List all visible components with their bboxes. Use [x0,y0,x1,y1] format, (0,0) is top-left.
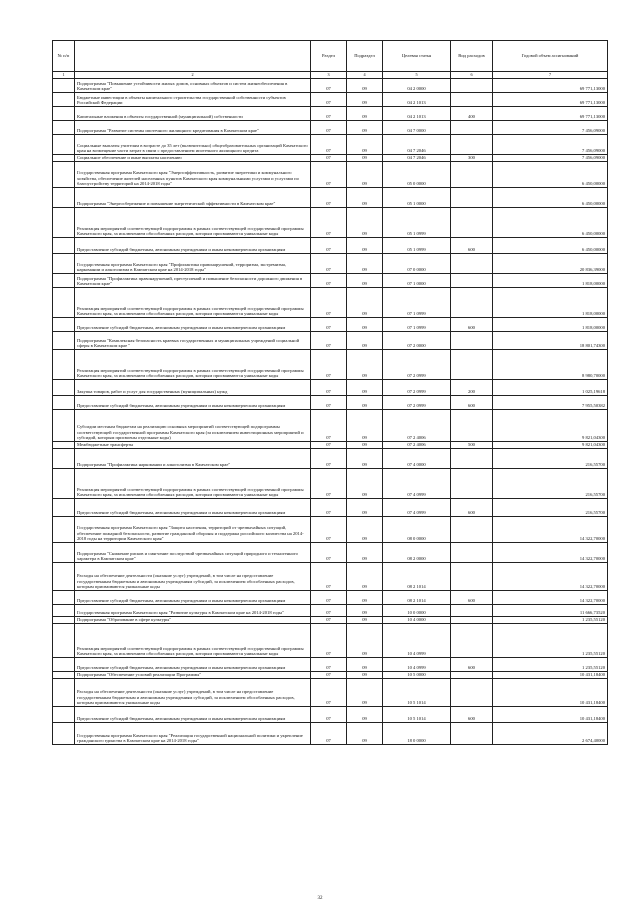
row-section: 07 [311,332,347,350]
row-amount: 69 771,13000 [493,79,608,93]
row-name: Подпрограмма "Образование в сфере культуры" [75,617,311,624]
row-name: Закупка товаров, работ и услуг для государственных (муниципальных) нужд [75,380,311,396]
row-number [53,679,75,707]
row-section: 07 [311,188,347,208]
row-expense-type: 600 [451,499,493,517]
table-row [53,274,608,288]
column-index: 6 [451,72,493,79]
header-target-article: Целевая статья [383,41,451,72]
row-name: Межбюджетные трансферты [75,442,311,449]
row-expense-type [451,624,493,658]
row-name: Предоставление субсидий бюджетным, автономным учреждениям и иным некоммерческим организациям [75,707,311,723]
table-row [53,617,608,624]
row-name: Социальное обеспечение и иные выплаты населению [75,155,311,162]
row-target-article: 07 0 0000 [383,254,451,274]
row-number [53,380,75,396]
row-amount: 8 980,70000 [493,350,608,380]
table-row [53,162,608,188]
table-row [53,591,608,605]
row-amount: 1 818,00000 [493,318,608,332]
row-subsection: 09 [347,591,383,605]
row-section: 07 [311,79,347,93]
row-amount: 9 821,04300 [493,442,608,449]
table-row [53,380,608,396]
row-amount: 1 025,19618 [493,380,608,396]
row-subsection: 09 [347,188,383,208]
row-subsection: 09 [347,254,383,274]
row-amount: 10 431,18400 [493,707,608,723]
row-subsection: 09 [347,624,383,658]
row-section: 07 [311,396,347,410]
row-subsection: 09 [347,679,383,707]
table-row [53,254,608,274]
row-subsection: 09 [347,79,383,93]
row-number [53,318,75,332]
row-amount: 10 431,18400 [493,672,608,679]
row-subsection: 09 [347,617,383,624]
row-number [53,723,75,745]
row-target-article: 04 2 1013 [383,107,451,121]
row-expense-type [451,679,493,707]
row-number [53,121,75,135]
row-number [53,135,75,155]
row-subsection: 09 [347,107,383,121]
table-row [53,543,608,563]
column-index: 1 [53,72,75,79]
row-expense-type [451,288,493,318]
header-name [75,41,311,72]
row-subsection: 09 [347,93,383,107]
table-body [53,79,608,745]
row-expense-type: 600 [451,318,493,332]
row-section: 07 [311,723,347,745]
row-amount: 7 955,50382 [493,396,608,410]
table-row [53,658,608,672]
row-subsection: 09 [347,723,383,745]
row-target-article: 07 1 0000 [383,274,451,288]
row-number [53,274,75,288]
row-amount: 69 771,13000 [493,107,608,121]
row-target-article: 07 4 0999 [383,499,451,517]
row-target-article: 05 1 0000 [383,188,451,208]
row-number [53,79,75,93]
row-name: Предоставление субсидий бюджетным, автономным учреждениям и иным некоммерческим организациям [75,591,311,605]
row-name: Капитальные вложения в объекты государственной (муниципальной) собственности [75,107,311,121]
header-annual-amount: Годовой объем ассигнований [493,41,608,72]
page-number: 32 [317,896,323,901]
row-section: 07 [311,107,347,121]
row-expense-type [451,79,493,93]
row-target-article: 10 4 0999 [383,658,451,672]
row-target-article: 07 2 4006 [383,410,451,442]
row-number [53,93,75,107]
table-row [53,672,608,679]
row-number [53,707,75,723]
row-subsection: 09 [347,380,383,396]
row-target-article: 07 1 0999 [383,288,451,318]
header-section: Раздел [311,41,347,72]
row-name: Реализация мероприятий соответствующей подпрограммы в рамках соответствующей государственной программы Камчатского края, за исключением обособленных расходов, которым присваиваются уникальные коды [75,288,311,318]
row-subsection: 09 [347,162,383,188]
row-name: Реализация мероприятий соответствующей подпрограммы в рамках соответствующей государственной программы Камчатского края, за исключением обособленных расходов, которым присваиваются уникальные коды [75,469,311,499]
row-amount: 6 450,00000 [493,208,608,238]
row-section: 07 [311,380,347,396]
row-name: Подпрограмма "Энергосбережение и повышение энергетической эффективности в Камчатском крае" [75,188,311,208]
row-target-article: 08 0 0000 [383,517,451,543]
row-name: Реализация мероприятий соответствующей подпрограммы в рамках соответствующей государственной программы Камчатского края, за исключением обособленных расходов, которым присваиваются уникальные коды [75,208,311,238]
row-expense-type [451,517,493,543]
row-expense-type [451,188,493,208]
row-expense-type [451,449,493,469]
column-index: 4 [347,72,383,79]
row-name: Подпрограмма "Снижение рисков и смягчение последствий чрезвычайных ситуаций природного и техногенного характера в Камчатском крае" [75,543,311,563]
table-row [53,238,608,254]
row-section: 07 [311,591,347,605]
row-expense-type [451,135,493,155]
table-row [53,121,608,135]
row-section: 07 [311,254,347,274]
row-expense-type: 600 [451,396,493,410]
row-number [53,617,75,624]
row-expense-type [451,605,493,617]
row-expense-type [451,350,493,380]
row-subsection: 09 [347,274,383,288]
row-number [53,238,75,254]
table-row [53,288,608,318]
row-subsection: 09 [347,449,383,469]
row-target-article: 07 1 0999 [383,318,451,332]
table-row [53,469,608,499]
row-expense-type [451,672,493,679]
row-name: Подпрограмма "Комплексная безопасность краевых государственных и муниципальных учреждений социальной сферы в Камчатском крае " [75,332,311,350]
row-amount: 7 456,09000 [493,155,608,162]
row-target-article: 10 4 0999 [383,624,451,658]
row-amount: 216,55700 [493,499,608,517]
row-name: Государственная программа Камчатского края "Защита населения, территорий от чрезвычайных ситуаций, обеспечение пожарной безопасности, развитие гражданской обороны и поддержка российского казачества на 2014-2018 годы на территории Камчатского края" [75,517,311,543]
column-index: 3 [311,72,347,79]
row-expense-type [451,723,493,745]
row-number [53,449,75,469]
row-expense-type: 600 [451,238,493,254]
table-row [53,410,608,442]
row-section: 07 [311,121,347,135]
row-section: 07 [311,288,347,318]
row-subsection: 09 [347,605,383,617]
row-number [53,208,75,238]
row-name: Подпрограмма "Развитие системы ипотечного жилищного кредитования в Камчатском крае" [75,121,311,135]
row-expense-type [451,121,493,135]
row-target-article: 04 7 0000 [383,121,451,135]
row-subsection: 09 [347,658,383,672]
row-target-article: 05 1 0999 [383,238,451,254]
row-section: 07 [311,605,347,617]
row-number [53,672,75,679]
row-amount: 20 836,39000 [493,254,608,274]
row-subsection: 09 [347,672,383,679]
row-number [53,499,75,517]
row-expense-type [451,543,493,563]
row-section: 07 [311,318,347,332]
row-name: Подпрограмма "Обеспечение условий реализации Программы" [75,672,311,679]
row-number [53,107,75,121]
row-amount: 18 801,74300 [493,332,608,350]
row-section: 07 [311,274,347,288]
row-amount: 69 771,13000 [493,93,608,107]
row-target-article: 05 1 0999 [383,208,451,238]
row-amount: 216,55700 [493,449,608,469]
row-section: 07 [311,208,347,238]
row-target-article: 10 4 0000 [383,617,451,624]
row-expense-type [451,93,493,107]
row-name: Предоставление субсидий бюджетным, автономным учреждениям и иным некоммерческим организациям [75,499,311,517]
row-target-article: 04 2 1013 [383,93,451,107]
header-subsection: Подраздел [347,41,383,72]
row-name: Бюджетные инвестиции в объекты капитального строительства государственной собственности субъектов Российской Федерации [75,93,311,107]
row-subsection: 09 [347,410,383,442]
row-subsection: 09 [347,135,383,155]
row-number [53,442,75,449]
row-amount: 6 450,00000 [493,188,608,208]
row-name: Реализация мероприятий соответствующей подпрограммы в рамках соответствующей государственной программы Камчатского края, за исключением обособленных расходов, которым присваиваются уникальные коды [75,624,311,658]
table-row [53,517,608,543]
row-subsection: 09 [347,396,383,410]
row-section: 07 [311,162,347,188]
row-number [53,658,75,672]
row-number [53,332,75,350]
table-row [53,350,608,380]
row-target-article: 18 0 0000 [383,723,451,745]
row-section: 07 [311,93,347,107]
row-subsection: 09 [347,208,383,238]
table-row [53,707,608,723]
row-subsection: 09 [347,155,383,162]
row-expense-type: 600 [451,707,493,723]
row-expense-type [451,254,493,274]
row-amount: 1 235,55120 [493,617,608,624]
row-target-article: 08 2 1014 [383,591,451,605]
row-target-article: 07 2 4006 [383,442,451,449]
row-expense-type [451,332,493,350]
row-amount: 2 674,40000 [493,723,608,745]
row-amount: 216,55700 [493,469,608,499]
row-expense-type [451,162,493,188]
budget-table [52,40,608,745]
row-amount: 6 450,00000 [493,162,608,188]
row-number [53,591,75,605]
row-name: Реализация мероприятий соответствующей подпрограммы в рамках соответствующей государственной программы Камчатского края, за исключением обособленных расходов, которым присваиваются уникальные коды [75,350,311,380]
row-subsection: 09 [347,442,383,449]
row-name: Подпрограмма "Профилактика правонарушений, преступлений и повышение безопасности дорожного движения в Камчатском крае" [75,274,311,288]
row-target-article: 07 4 0000 [383,449,451,469]
row-subsection: 09 [347,332,383,350]
row-section: 07 [311,624,347,658]
row-amount: 6 450,00000 [493,238,608,254]
row-target-article: 04 7 2046 [383,155,451,162]
table-row [53,93,608,107]
row-amount: 1 235,55120 [493,658,608,672]
table-row [53,624,608,658]
row-target-article: 10 5 1014 [383,707,451,723]
row-target-article: 10 0 0000 [383,605,451,617]
row-number [53,543,75,563]
row-name: Расходы на обеспечение деятельности (оказание услуг) учреждений, в том числе на предоставление государственным бюджетным и автономным учреждениям субсидий, за исключением обособленных расходов, которым присваиваются уникальные коды [75,679,311,707]
table-row [53,155,608,162]
row-amount: 1 818,00000 [493,274,608,288]
row-section: 07 [311,707,347,723]
row-amount: 9 821,04300 [493,410,608,442]
table-header-row [53,41,608,72]
row-section: 07 [311,617,347,624]
table-row [53,442,608,449]
row-target-article: 04 7 2046 [383,135,451,155]
row-amount: 1 818,00000 [493,288,608,318]
row-name: Предоставление субсидий бюджетным, автономным учреждениям и иным некоммерческим организациям [75,318,311,332]
row-amount: 1 235,55120 [493,624,608,658]
row-subsection: 09 [347,288,383,318]
table-row [53,107,608,121]
row-name: Предоставление субсидий бюджетным, автономным учреждениям и иным некоммерческим организациям [75,238,311,254]
row-target-article: 07 2 0999 [383,350,451,380]
header-number: № п/п [53,41,75,72]
row-subsection: 09 [347,238,383,254]
table-row [53,208,608,238]
row-section: 07 [311,238,347,254]
row-name: Государственная программа Камчатского края "Реализация государственной национальной политики и укрепление гражданского единства в Камчатском крае на 2014-2018 годы" [75,723,311,745]
row-expense-type [451,274,493,288]
row-subsection: 09 [347,121,383,135]
table-row [53,563,608,591]
row-target-article: 10 5 0000 [383,672,451,679]
row-name: Государственная программа Камчатского края "Профилактика правонарушений, терроризма, экстремизма, наркомании и алкоголизма в Камчатском крае на 2014-2018 годы" [75,254,311,274]
row-target-article: 07 2 0000 [383,332,451,350]
row-section: 07 [311,155,347,162]
row-expense-type: 300 [451,155,493,162]
row-target-article: 10 5 1014 [383,679,451,707]
row-amount: 14 322,70000 [493,563,608,591]
row-amount: 14 322,70000 [493,591,608,605]
table-row [53,188,608,208]
row-number [53,155,75,162]
row-target-article: 08 2 1014 [383,563,451,591]
row-number [53,605,75,617]
row-name: Предоставление субсидий бюджетным, автономным учреждениям и иным некоммерческим организациям [75,396,311,410]
table-row [53,499,608,517]
row-expense-type: 400 [451,107,493,121]
row-name: Предоставление субсидий бюджетным, автономным учреждениям и иным некоммерческим организациям [75,658,311,672]
row-expense-type: 200 [451,380,493,396]
row-target-article: 04 2 0000 [383,79,451,93]
row-subsection: 09 [347,707,383,723]
column-index-row [53,72,608,79]
table-row [53,135,608,155]
table-row [53,605,608,617]
row-number [53,288,75,318]
row-section: 07 [311,679,347,707]
row-name: Расходы на обеспечение деятельности (оказание услуг) учреждений, в том числе на предоставление государственным бюджетным и автономным учреждениям субсидий, за исключением обособленных расходов, которым присваиваются уникальные коды [75,563,311,591]
row-number [53,410,75,442]
row-section: 07 [311,469,347,499]
row-name: Государственная программа Камчатского края "Энергоэффективность, развитие энергетики и коммунального хозяйства, обеспечение жителей населенных пунктов Камчатского края коммунальными услугами и услугами по благоустройству территорий на 2014-2018 годы" [75,162,311,188]
row-subsection: 09 [347,563,383,591]
row-subsection: 09 [347,517,383,543]
row-target-article: 08 2 0000 [383,543,451,563]
row-amount: 14 322,70000 [493,517,608,543]
row-section: 07 [311,442,347,449]
row-section: 07 [311,499,347,517]
row-name: Подпрограмма "Профилактика наркомании и алкоголизма в Камчатском крае" [75,449,311,469]
table-row [53,679,608,707]
row-amount: 10 431,18400 [493,679,608,707]
row-expense-type [451,410,493,442]
row-section: 07 [311,449,347,469]
row-expense-type: 600 [451,658,493,672]
row-section: 07 [311,517,347,543]
row-subsection: 09 [347,469,383,499]
column-index: 5 [383,72,451,79]
row-name: Государственная программа Камчатского края "Развитие культуры в Камчатском крае на 2014-2018 годы" [75,605,311,617]
row-subsection: 09 [347,318,383,332]
row-number [53,188,75,208]
row-name: Субсидии местным бюджетам на реализацию основных мероприятий соответствующей подпрограммы соответствующей государственной программы Камчатского края (за исключением инвестиционных мероприятий и субсидий, которым присвоены отдельные коды) [75,410,311,442]
row-section: 07 [311,350,347,380]
row-expense-type [451,617,493,624]
table-row [53,723,608,745]
row-target-article: 07 4 0999 [383,469,451,499]
row-section: 07 [311,543,347,563]
row-target-article: 07 2 0999 [383,380,451,396]
row-amount: 7 456,09000 [493,135,608,155]
row-section: 07 [311,658,347,672]
row-number [53,162,75,188]
row-number [53,254,75,274]
row-amount: 11 666,73520 [493,605,608,617]
row-expense-type [451,469,493,499]
row-name: Подпрограмма "Повышение устойчивости жилых домов, основных объектов и систем жизнеобеспечения в Камчатском крае" [75,79,311,93]
row-number [53,469,75,499]
row-name: Социальные выплаты учителям в возрасте до 35 лет (включительно) общеобразовательных организаций Камчатского края на возмещение части затрат в связи с предоставлением ипотечного жилищного кредита [75,135,311,155]
header-expense-type: Вид расходов [451,41,493,72]
row-subsection: 09 [347,543,383,563]
row-section: 07 [311,672,347,679]
table-row [53,396,608,410]
row-target-article: 05 0 0000 [383,162,451,188]
row-expense-type [451,208,493,238]
table-row [53,318,608,332]
row-number [53,624,75,658]
row-section: 07 [311,410,347,442]
row-amount: 7 456,09000 [493,121,608,135]
row-number [53,396,75,410]
row-expense-type [451,563,493,591]
row-section: 07 [311,563,347,591]
row-subsection: 09 [347,350,383,380]
column-index: 2 [75,72,311,79]
row-expense-type: 500 [451,442,493,449]
row-number [53,517,75,543]
row-number [53,563,75,591]
row-target-article: 07 2 0999 [383,396,451,410]
column-index: 7 [493,72,608,79]
row-subsection: 09 [347,499,383,517]
row-section: 07 [311,135,347,155]
table-row [53,79,608,93]
table-row [53,332,608,350]
row-number [53,350,75,380]
row-amount: 14 322,70000 [493,543,608,563]
row-expense-type: 600 [451,591,493,605]
table-row [53,449,608,469]
